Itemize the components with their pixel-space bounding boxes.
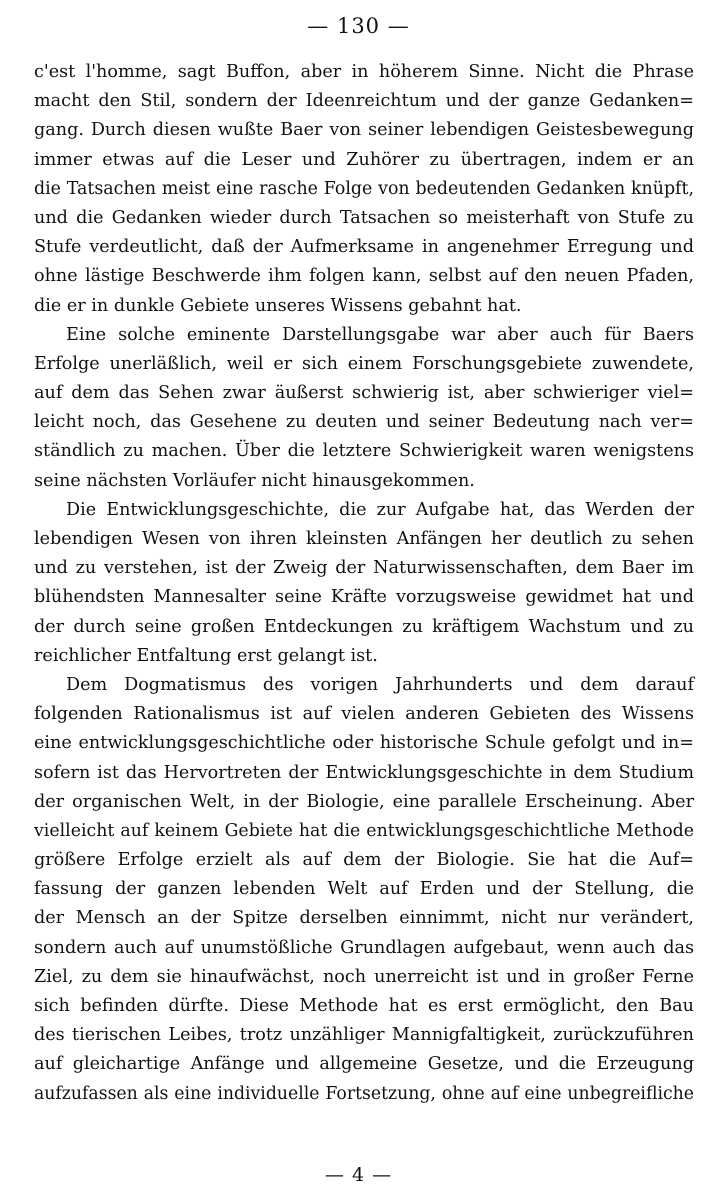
text-line: gang. Durch diesen wußte Baer von seiner lebendigen Geistesbewegung	[34, 120, 694, 141]
text-line: fassung der ganzen lebenden Welt auf Erden und der Stellung, die	[34, 879, 694, 900]
text-line: vielleicht auf keinem Gebiete hat die entwicklungsgeschichtliche Methode	[34, 820, 694, 841]
text-line: leicht noch, das Gesehene zu deuten und seiner Bedeutung nach ver=	[34, 412, 694, 433]
text-line: Dem Dogmatismus des vorigen Jahrhunderts und dem darauf	[66, 674, 694, 695]
text-line: und die Gedanken wieder durch Tatsachen so meisterhaft von Stufe zu	[34, 207, 694, 228]
page-number: — 130 —	[307, 14, 410, 38]
text-line: macht den Stil, sondern der Ideenreichtum und der ganze Gedanken=	[34, 91, 694, 112]
text-line: lebendigen Wesen von ihren kleinsten Anfängen her deutlich zu sehen	[34, 529, 694, 549]
text-line: folgenden Rationalismus ist auf vielen anderen Gebieten des Wissens	[34, 704, 694, 725]
text-line: ohne lästige Beschwerde ihm folgen kann, selbst auf den neuen Pfaden,	[34, 266, 694, 287]
text-line: blühendsten Mannesalter seine Kräfte vorzugsweise gewidmet hat und	[34, 587, 694, 608]
text-line: aufzufassen als eine individuelle Fortsetzung, ohne auf eine unbegreifliche	[34, 1083, 694, 1104]
text-line: die Tatsachen meist eine rasche Folge von bedeutenden Gedanken knüpft,	[34, 178, 694, 199]
text-line: Eine solche eminente Darstellungsgabe war aber auch für Baers	[66, 324, 694, 345]
text-line: seine nächsten Vorläufer nicht hinausgekommen.	[34, 470, 475, 491]
text-line: c'est l'homme, sagt Buffon, aber in höherem Sinne. Nicht die Phrase	[34, 62, 694, 82]
text-line: auf gleichartige Anfänge und allgemeine Gesetze, und die Erzeugung	[34, 1054, 694, 1075]
text-line: der Mensch an der Spitze derselben einnimmt, nicht nur verändert,	[34, 908, 694, 929]
text-line: reichlicher Entfaltung erst gelangt ist.	[34, 645, 378, 666]
text-line: auf dem das Sehen zwar äußerst schwierig ist, aber schwieriger viel=	[34, 383, 694, 404]
text-line: ständlich zu machen. Über die letztere Schwierigkeit waren wenigstens	[34, 441, 694, 462]
text-line: sich befinden dürfte. Diese Methode hat es erst ermöglicht, den Bau	[34, 996, 694, 1016]
text-line: der durch seine großen Entdeckungen zu kräftigem Wachstum und zu	[34, 616, 694, 637]
body-text	[34, 58, 694, 1109]
text-line: Stufe verdeutlicht, daß der Aufmerksame in angenehmer Erregung und	[34, 237, 694, 258]
text-line: Die Entwicklungsgeschichte, die zur Aufgabe hat, das Werden der	[66, 499, 694, 520]
text-line: und zu verstehen, ist der Zweig der Naturwissenschaften, dem Baer im	[34, 558, 694, 579]
text-line: immer etwas auf die Leser und Zuhörer zu übertragen, indem er an	[34, 149, 694, 170]
text-line: größere Erfolge erzielt als auf dem der Biologie. Sie hat die Auf=	[34, 850, 694, 871]
text-line: Ziel, zu dem sie hinaufwächst, noch unerreicht ist und in großer Ferne	[34, 966, 694, 987]
text-line: die er in dunkle Gebiete unseres Wissens gebahnt hat.	[34, 295, 522, 316]
text-line: eine entwicklungsgeschichtliche oder historische Schule gefolgt und in=	[34, 733, 694, 754]
printer-signature-mark: — 4 —	[324, 1164, 393, 1186]
text-line: sofern ist das Hervortreten der Entwicklungsgeschichte in dem Studium	[34, 762, 694, 783]
text-line: Erfolge unerläßlich, weil er sich einem Forschungsgebiete zuwendete,	[34, 353, 694, 374]
text-line: sondern auch auf unumstößliche Grundlagen aufgebaut, wenn auch das	[34, 937, 694, 958]
text-line: der organischen Welt, in der Biologie, eine parallele Erscheinung. Aber	[34, 791, 694, 812]
text-line: des tierischen Leibes, trotz unzähliger Mannigfaltigkeit, zurückzuführen	[34, 1025, 694, 1046]
